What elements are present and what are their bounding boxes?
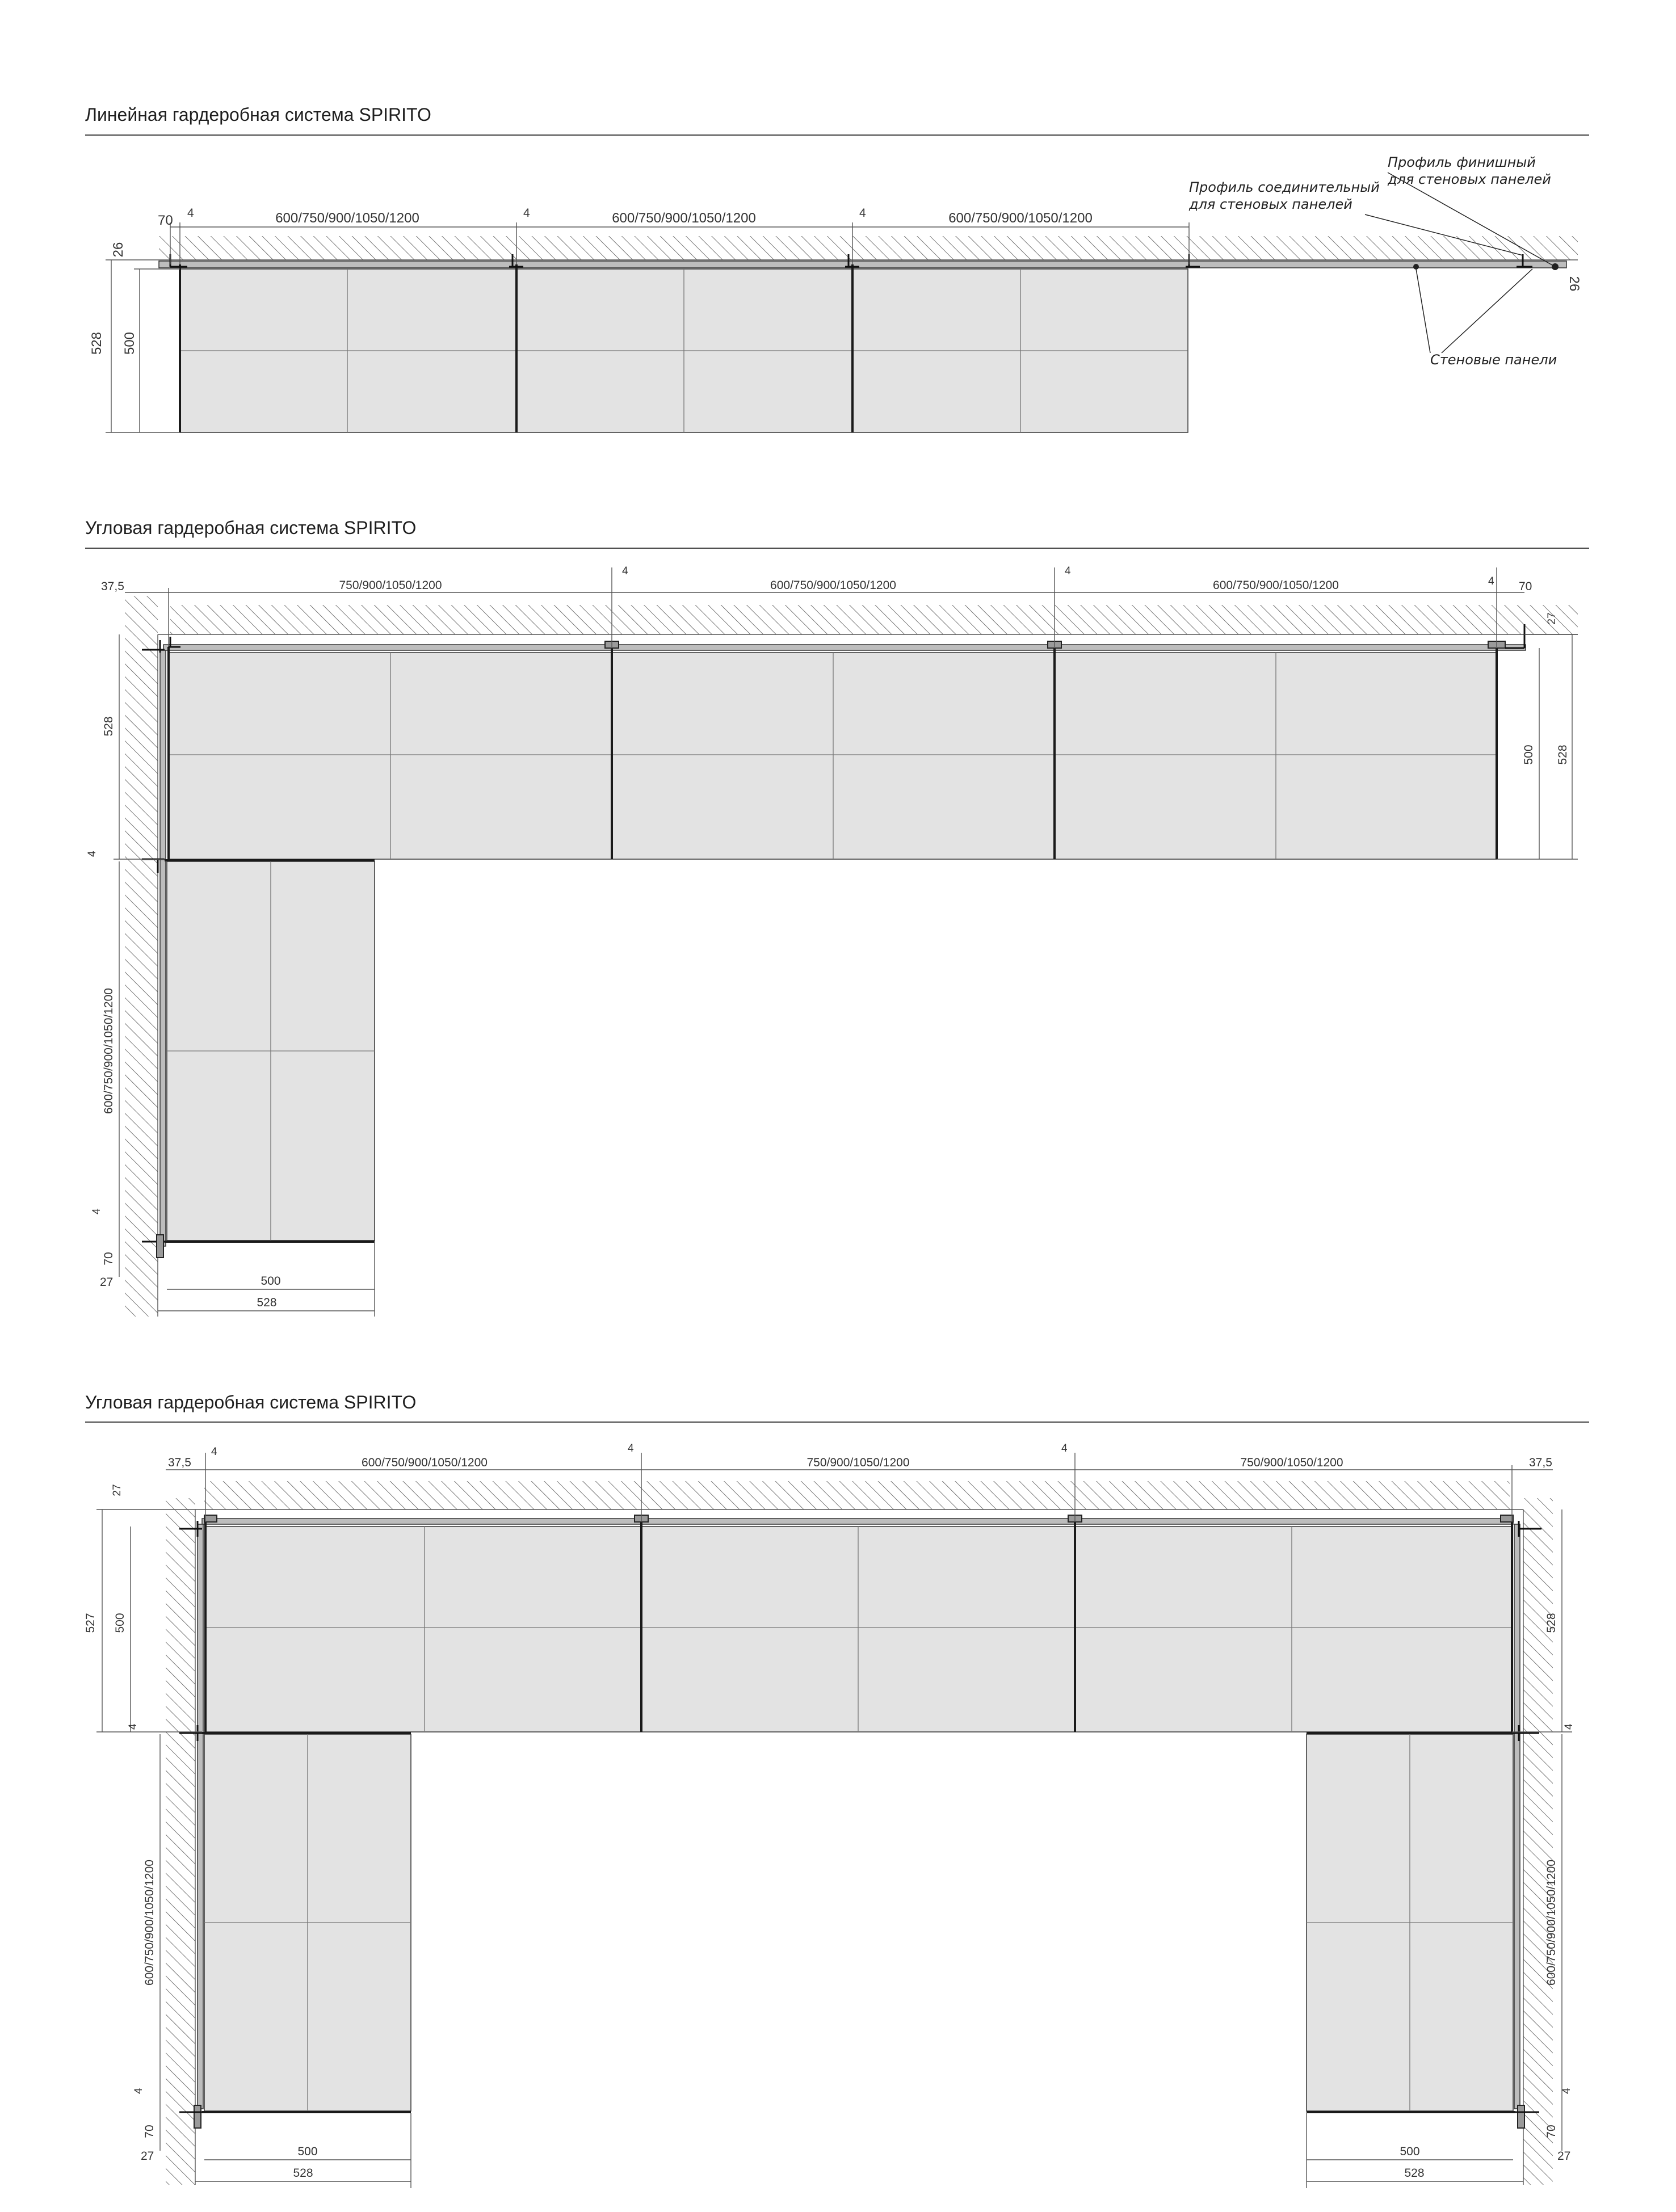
gap-label: 4 <box>1488 575 1494 587</box>
profile-connector <box>1501 1515 1513 1522</box>
section-linear <box>85 104 1589 432</box>
wall-panel-strip-side <box>160 650 166 1246</box>
bottom-offset-label: 70 <box>143 2125 156 2138</box>
cabinet-block-top <box>205 1526 1512 1732</box>
gap-label: 4 <box>86 851 98 857</box>
offset-label: 70 <box>1519 580 1532 593</box>
bottom-panel-label: 500 <box>1400 2145 1420 2158</box>
left-dimensions <box>89 242 180 432</box>
panel-depth-label: 500 <box>122 331 137 355</box>
width-label: 750/900/1050/1200 <box>339 579 442 592</box>
profile-connector <box>194 2105 201 2128</box>
section-title: Угловая гардеробная система SPIRITO <box>85 1392 417 1412</box>
bottom-panel-label: 500 <box>261 1275 281 1288</box>
bottom-total-label: 528 <box>1404 2167 1425 2180</box>
offset-label: 70 <box>158 213 173 228</box>
wall-panel-strip-left <box>198 1524 203 2109</box>
gap-label: 4 <box>133 2088 145 2094</box>
wall-panel-strip-right <box>1514 1524 1520 2109</box>
bottom-total-label: 528 <box>257 1296 277 1309</box>
offset-label: 37,5 <box>101 580 124 593</box>
back-wall-hatch <box>170 605 1578 634</box>
bottom-dimensions-left <box>195 2113 411 2188</box>
width-label: 600/750/900/1050/1200 <box>1213 579 1339 592</box>
wall-panel-strip <box>163 645 1526 650</box>
width-label: 600/750/900/1050/1200 <box>612 211 756 226</box>
leader-line <box>1416 269 1532 353</box>
wall-hatch <box>159 236 1578 260</box>
width-label: 750/900/1050/1200 <box>1240 1456 1343 1469</box>
width-label: 600/750/900/1050/1200 <box>770 579 896 592</box>
bottom-offset-label: 70 <box>1545 2125 1558 2138</box>
left-wall-hatch <box>166 1498 195 2185</box>
section-corner-u <box>84 1392 1589 2188</box>
panel-depth-label: 500 <box>1522 745 1535 765</box>
gap-label: 4 <box>523 207 530 220</box>
profile-connector <box>204 1515 217 1522</box>
right-wall-hatch <box>1523 1498 1553 2185</box>
section-title: Угловая гардеробная система SPIRITO <box>85 518 417 538</box>
wall-thickness-label: 26 <box>111 242 126 258</box>
section-corner-l <box>85 518 1589 1317</box>
offset-label: 37,5 <box>168 1456 191 1469</box>
left-total-label: 527 <box>84 1613 97 1633</box>
finish-profile-label-line2: для стеновых панелей <box>1388 171 1551 187</box>
bottom-thickness-label: 27 <box>1557 2150 1571 2163</box>
gap-label: 4 <box>211 1446 217 1458</box>
gap-label: 4 <box>622 565 628 577</box>
vertical-width-label: 600/750/900/1050/1200 <box>102 988 115 1114</box>
panel-joint <box>1413 264 1419 270</box>
finish-profile-label: Профиль финишный <box>1388 154 1536 170</box>
bottom-dimensions-right <box>1307 2113 1523 2188</box>
bottom-panel-label: 500 <box>297 2145 318 2158</box>
gap-label: 4 <box>1563 1723 1575 1730</box>
right-vertical-label: 600/750/900/1050/1200 <box>1545 1860 1558 1986</box>
total-depth-label: 528 <box>1556 745 1569 765</box>
bottom-total-label: 528 <box>293 2167 313 2180</box>
gap-label: 4 <box>628 1443 634 1454</box>
width-label: 600/750/900/1050/1200 <box>948 211 1093 226</box>
gap-label: 4 <box>127 1723 139 1730</box>
profile-connector <box>157 1235 163 1258</box>
connector-profile-label: Профиль соединительный <box>1189 179 1380 195</box>
wall-panel-strip <box>159 261 1566 268</box>
back-wall-hatch <box>204 1481 1510 1509</box>
right-total-label: 528 <box>1545 1613 1558 1633</box>
end-thickness-label: 26 <box>1566 276 1582 292</box>
gap-label: 4 <box>91 1208 103 1214</box>
wall-panels-label: Стеновые панели <box>1430 352 1557 368</box>
gap-label: 4 <box>1561 2088 1573 2094</box>
wall-panel-strip <box>202 1519 1513 1524</box>
width-label: 750/900/1050/1200 <box>807 1456 910 1469</box>
top-thickness-label: 27 <box>111 1484 123 1496</box>
left-depth-label: 528 <box>102 716 115 737</box>
profile-connector <box>1518 2105 1524 2128</box>
section-title: Линейная гардеробная система SPIRITO <box>85 104 431 125</box>
left-panel-label: 500 <box>114 1613 127 1633</box>
right-dimensions <box>1497 634 1578 859</box>
width-label: 600/750/900/1050/1200 <box>362 1456 488 1469</box>
bottom-offset-label: 70 <box>102 1252 115 1265</box>
bottom-thickness-label: 27 <box>100 1276 114 1289</box>
cabinet-block-top <box>169 653 1497 859</box>
thickness-label: 27 <box>1546 612 1558 625</box>
offset-label: 37,5 <box>1529 1456 1552 1469</box>
connector-profile-label-line2: для стеновых панелей <box>1189 196 1352 212</box>
bottom-dimensions <box>158 1243 375 1317</box>
total-depth-label: 528 <box>89 331 104 355</box>
gap-label: 4 <box>1061 1443 1068 1454</box>
bottom-thickness-label: 27 <box>141 2150 154 2163</box>
side-wall-hatch <box>125 596 158 1317</box>
width-label: 600/750/900/1050/1200 <box>275 211 419 226</box>
left-vertical-label: 600/750/900/1050/1200 <box>143 1860 156 1986</box>
gap-label: 4 <box>1065 565 1071 577</box>
gap-label: 4 <box>859 207 866 220</box>
gap-label: 4 <box>187 207 194 220</box>
